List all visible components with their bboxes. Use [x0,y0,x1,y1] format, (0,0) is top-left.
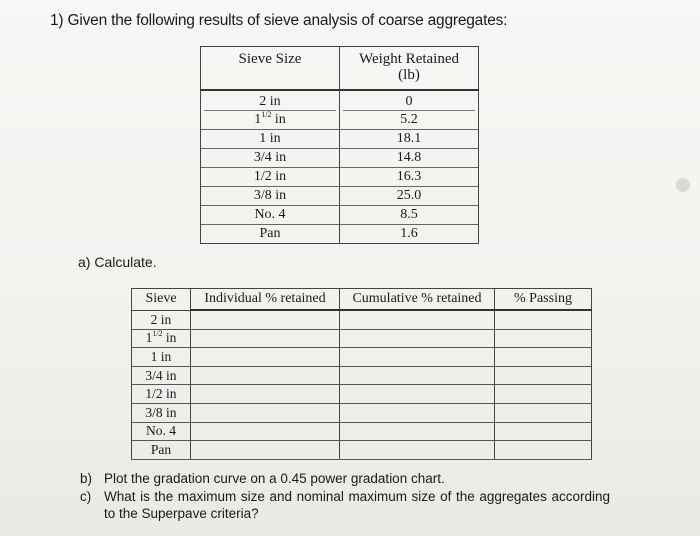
table-row [201,206,479,225]
sieve-cell: 2 in [132,310,191,329]
sieve-analysis-table [200,46,479,244]
blank-cell[interactable] [495,422,592,441]
sieve-cell: 1 in [201,130,340,149]
header-percent-passing: % Passing [495,289,592,311]
question-title [50,12,507,30]
blank-cell[interactable] [340,310,495,329]
sieve-cell: 3/4 in [201,149,340,168]
blank-cell[interactable] [191,441,340,460]
light-glare-spot [676,178,690,192]
blank-cell[interactable] [495,403,592,422]
table-row [132,348,592,367]
weight-cell: 1.6 [340,225,479,244]
weight-cell: 18.1 [340,130,479,149]
table-row [132,422,592,441]
blank-cell[interactable] [191,385,340,404]
sieve-cell: Pan [132,441,191,460]
table-row [201,168,479,187]
sieve-cell: 3/8 in [201,187,340,206]
weight-cell: 8.5 [340,206,479,225]
part-b-label: b) [80,471,93,486]
table-header-row [201,47,479,91]
blank-cell[interactable] [495,310,592,329]
table-row [132,441,592,460]
header-weight-retained [340,47,479,91]
blank-cell[interactable] [495,385,592,404]
blank-cell[interactable] [340,348,495,367]
sieve-cell: No. 4 [132,422,191,441]
table-row [201,111,479,130]
blank-cell[interactable] [495,441,592,460]
table-row [132,403,592,422]
part-c-text: What is the maximum size and nominal maximum size of the aggregates according to the Superpave criteria? [104,489,610,521]
weight-cell: 16.3 [340,168,479,187]
blank-cell[interactable] [191,348,340,367]
sieve-cell: 1 in [132,348,191,367]
blank-cell[interactable] [191,366,340,385]
sieve-cell: 3/4 in [132,366,191,385]
question-number: 1) [50,12,64,29]
blank-cell[interactable] [340,441,495,460]
blank-cell[interactable] [340,403,495,422]
header-cumulative-retained: Cumulative % retained [340,289,495,311]
blank-cell[interactable] [495,366,592,385]
part-b [80,471,445,486]
blank-cell[interactable] [340,366,495,385]
table-row [201,90,479,111]
blank-cell[interactable] [495,329,592,348]
table-row [132,366,592,385]
sieve-cell: No. 4 [201,206,340,225]
calculation-table [131,288,592,460]
part-c [80,488,615,522]
blank-cell[interactable] [191,329,340,348]
weight-cell: 25.0 [340,187,479,206]
sieve-cell: $1^{1/2}$ in [132,329,191,348]
table-row [201,130,479,149]
table-row [132,385,592,404]
part-a-text: Calculate. [94,254,157,270]
table-row [201,149,479,168]
table-row [132,310,592,329]
part-b-text: Plot the gradation curve on a 0.45 power gradation chart. [104,471,445,486]
weight-cell: 0 [340,90,479,111]
blank-cell[interactable] [191,310,340,329]
header-individual-retained: Individual % retained [191,289,340,311]
table-row [201,187,479,206]
part-c-label: c) [80,489,92,504]
sieve-cell: 1/2 in [201,168,340,187]
blank-cell[interactable] [191,422,340,441]
table-row [132,329,592,348]
table-header-row [132,289,592,311]
blank-cell[interactable] [340,385,495,404]
question-text: Given the following results of sieve analysis of coarse aggregates: [67,12,508,29]
blank-cell[interactable] [495,348,592,367]
part-a [78,254,157,270]
table-row [201,225,479,244]
blank-cell[interactable] [340,422,495,441]
header-weight-unit: (lb) [398,67,420,83]
sieve-cell: Pan [201,225,340,244]
header-weight-label: Weight Retained [358,51,459,67]
weight-cell: 5.2 [340,111,479,130]
blank-cell[interactable] [340,329,495,348]
part-a-label: a) [78,254,91,270]
header-sieve-size: Sieve Size [201,47,340,91]
blank-cell[interactable] [191,403,340,422]
sieve-cell: 1/2 in [132,385,191,404]
header-sieve: Sieve [132,289,191,311]
sieve-cell: 2 in [201,90,340,111]
sieve-cell: 3/8 in [132,403,191,422]
sieve-cell: $1^{1/2}$ in [201,111,340,130]
weight-cell: 14.8 [340,149,479,168]
